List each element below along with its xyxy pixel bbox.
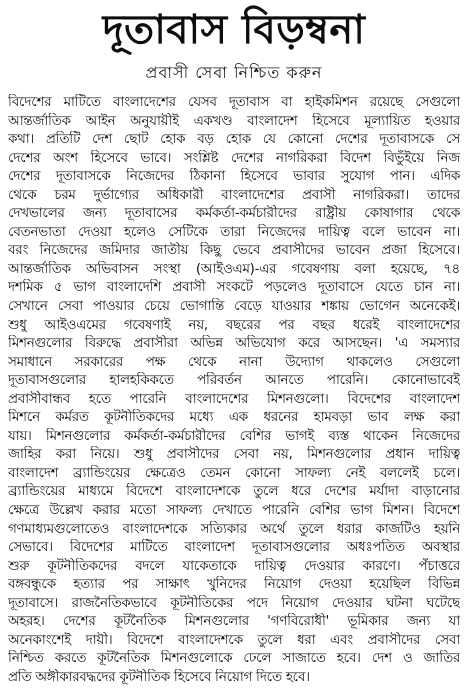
article-line: মিশনগুলোর বিরুদ্ধে প্রবাসীরা অভিন্ন অভিযোগ করে আসছেন। 'এ সমস্যার <box>8 336 460 352</box>
article-line: দশমিক ৫ ভাগ বাংলাদেশি প্রবাসী সংকটে পড়লেও দূতাবাসে যেতে চান না। <box>8 280 460 296</box>
article-line: বেতনভাতা দেওয়া হলেও সেটিকে তারা নিজেদের দায়িত্ব বলে ভাবেন না। <box>8 224 460 240</box>
article-line: দেশের দূতাবাসকে নিজেদের ঠিকানা হিসেবে ভাবার সুযোগ পান। এদিক <box>8 169 460 185</box>
article-line: দূতাবাসে। রাজনৈতিকভাবে কূটনীতিকের পদে নিয়োগ দেওয়ার ঘটনা ঘটেছে <box>8 595 460 611</box>
article-line: দেশের অংশ হিসেবে ভাবে। সংশ্লিষ্ট দেশের নাগরিকরা বিদেশ বিভুঁইয়ে নিজ <box>8 150 460 166</box>
article-line: প্রবাসীবান্ধব হতে পারেনি বাংলাদেশের মিশনগুলো। বিদেশের বাংলাদেশ <box>8 391 460 407</box>
subheadline: প্রবাসী সেবা নিশ্চিত করুন <box>145 63 323 82</box>
article-line: থেকে চরম দুর্ভাগ্যের অধিকারী বাংলাদেশের প্রবাসী নাগরিকরা। তাদের <box>8 187 460 203</box>
article-line: প্রতি অঙ্গীকারবদ্ধদের কূটনীতিক হিসেবে নিয়োগ দিতে হবে। <box>8 669 310 685</box>
article-line: শুরু কূটনীতিকদের বদলে যাকেতাকে দায়িত্ব দেওয়ার কারণে। পঁচাত্তরে <box>8 558 460 574</box>
article-line: আন্তর্জাতিক অভিবাসন সংস্থা (আইওএম)-এর গবেষণায় বলা হয়েছে, ৭৪ <box>8 261 460 277</box>
article-line: সেখানে সেবা পাওয়ার চেয়ে ভোগান্তি বেড়ে যাওয়ার শঙ্কায় ভোগেন অনেকেই। <box>8 299 460 315</box>
article-line: গণমাধ্যমগুলোতেও বাংলাদেশকে সত্যিকার অর্থে তুলে ধরার কাজটিও হয়নি <box>8 521 460 537</box>
article-line: কথা। প্রতিটি দেশ ছোট হোক বড় হোক যে কোনো দেশের দূতাবাসকে সে <box>8 132 460 148</box>
article-line: দেখভালের জন্য দূতাবাসের কর্মকর্তা-কর্মচারীদের রাষ্ট্রীয় কোষাগার থেকে <box>8 206 460 222</box>
article-line: দূতাবাসগুলোর হালহকিকতে পরিবর্তন আনতে পারেনি। কোনোভাবেই <box>8 373 460 389</box>
article-line: বাংলাদেশ ব্র্যান্ডিংয়ের ক্ষেত্রেও তেমন কোনো সাফল্য নেই বললেই চলে। <box>8 465 460 481</box>
article-line: শুধু আইওএমের গবেষণাই নয়, বছরের পর বছর ধরেই বাংলাদেশের <box>8 317 460 333</box>
headline: দূতাবাস বিড়ম্বনা <box>102 7 366 53</box>
article-line: নিশ্চিত করতে কূটনৈতিক মিশনগুলোকে ঢেলে সাজাতে হবে। দেশ ও জাতির <box>8 651 460 667</box>
article-line: সেভাবে। বিদেশের মাটিতে বাংলাদেশ দূতাবাসগুলোর অধঃপতিত অবস্থার <box>8 540 460 556</box>
article-line: মিশনে কর্মরত কূটনীতিকদের মধ্যে এক ধরনের হামবড়া ভাব লক্ষ করা <box>8 410 460 426</box>
article-line: ব্র্যান্ডিংয়ের মাধ্যমে বিদেশে বাংলাদেশকে তুলে ধরে দেশের মর্যাদা বাড়ানোর <box>8 484 460 500</box>
article-line: বঙ্গবন্ধুকে হত্যার পর সাক্ষাৎ খুনিদের নিয়োগ দেওয়া হয়েছিল বিভিন্ন <box>8 577 460 593</box>
article-line: জাহির করা নিয়ে। শুধু প্রবাসীদের সেবা নয়, মিশনগুলোর প্রধান দায়িত্ব <box>8 447 460 463</box>
article-line: বিদেশের মাটিতে বাংলাদেশের যেসব দূতাবাস বা হাইকমিশন রয়েছে সেগুলো <box>8 95 460 110</box>
article-line: আন্তর্জাতিক আইন অনুযায়ীই একখণ্ড বাংলাদেশ হিসেবে মূল্যায়িত হওয়ার <box>8 113 460 129</box>
article-line: যায়। মিশনগুলোর কর্মকর্তা-কর্মচারীদের বেশির ভাগই ব্যস্ত থাকেন নিজেদের <box>8 428 460 444</box>
article-line: অহরহ। দেশের কূটনৈতিক মিশনগুলোর 'গণবিরোধী' ভূমিকার জন্য যা <box>8 614 460 630</box>
article-body <box>8 94 460 688</box>
article-line: অনেকাংশেই দায়ী। বিদেশে বাংলাদেশকে তুলে ধরা এবং প্রবাসীদের সেবা <box>8 632 460 648</box>
article-line: বরং নিজেদের জমিদার জাতীয় কিছু ভেবে প্রবাসীদের ভাবেন প্রজা হিসেবে। <box>8 243 460 259</box>
article-line: ক্ষেত্রে উল্লেখ করার মতো সাফল্য দেখাতে পারেনি বেশির ভাগ মিশন। বিদেশে <box>8 503 460 519</box>
article-line: সমাধানে সরকারের পক্ষ থেকে নানা উদ্যোগ থাকলেও সেগুলো <box>8 354 460 370</box>
